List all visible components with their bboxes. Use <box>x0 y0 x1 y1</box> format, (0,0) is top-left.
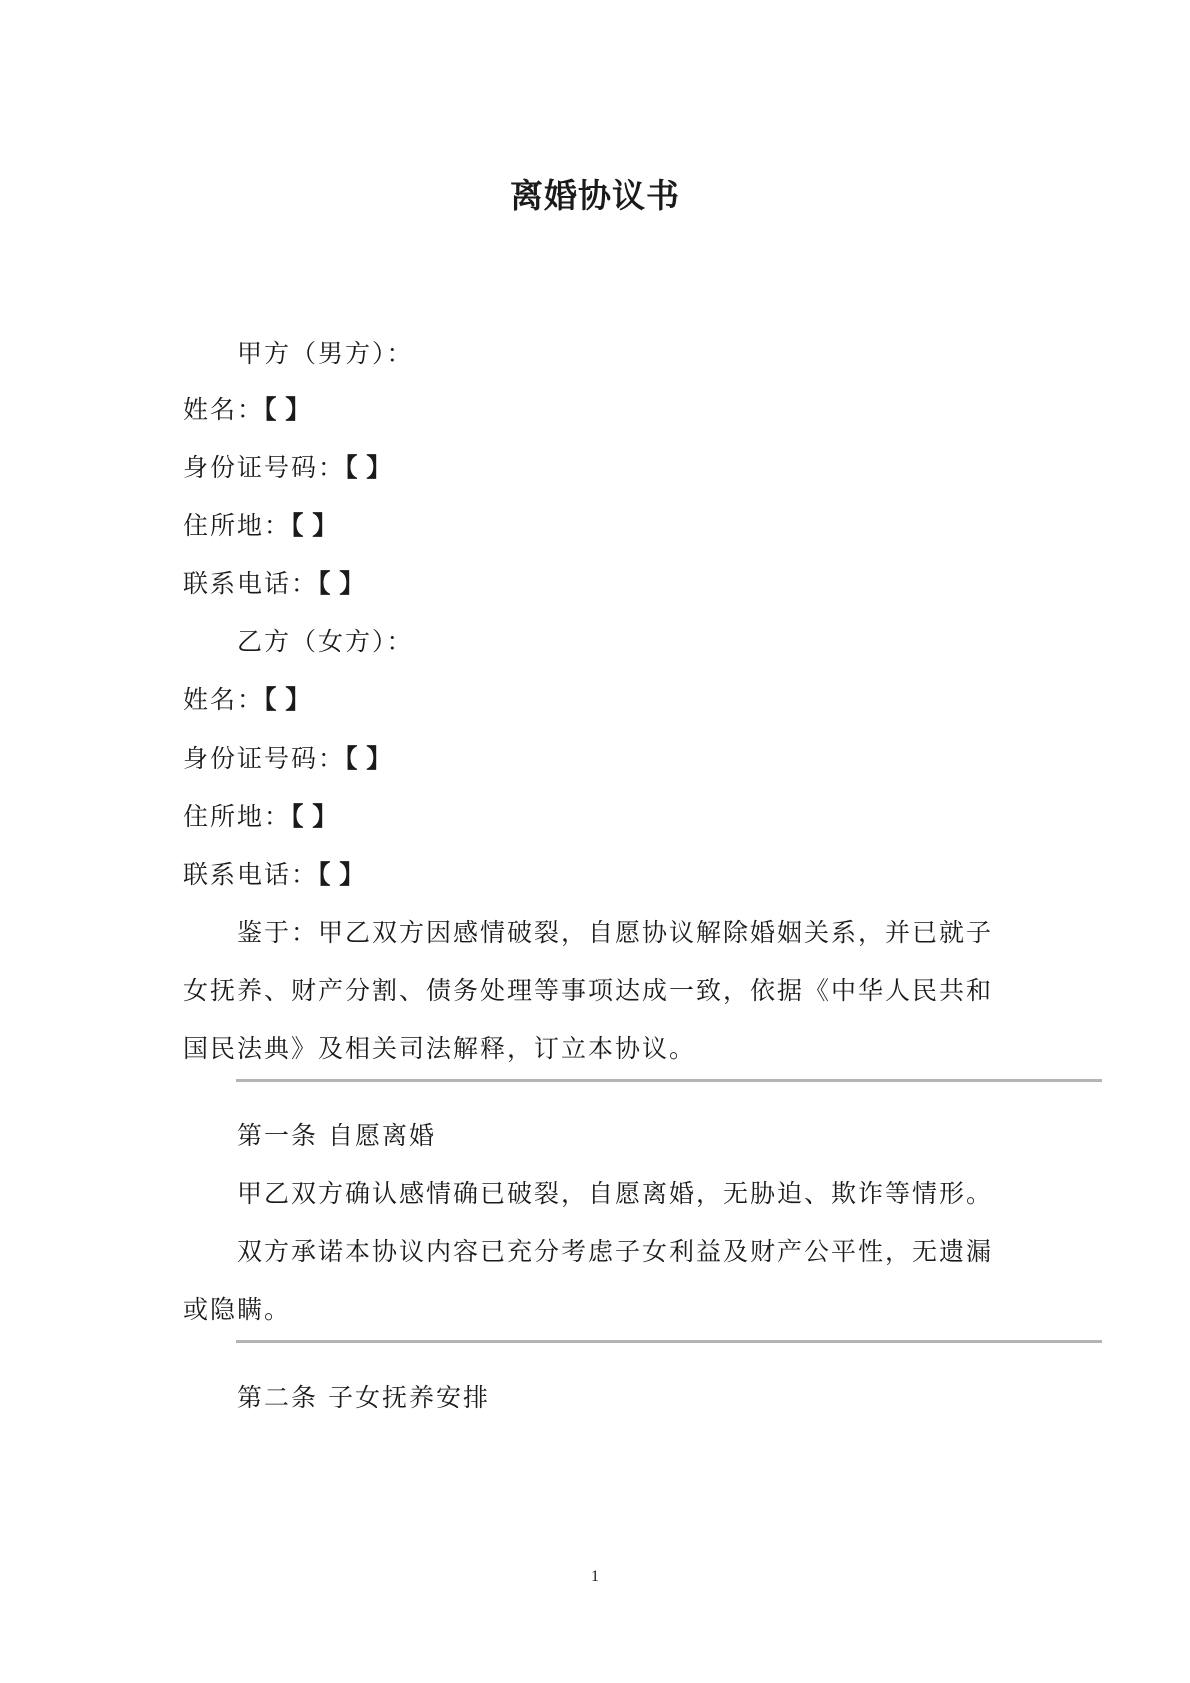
page-number: 1 <box>591 1568 599 1585</box>
article-1-line: 或隐瞒。 <box>183 1295 292 1324</box>
field-label: 住所地： <box>183 802 292 831</box>
party-a-heading: 甲方（男方）： <box>237 339 414 368</box>
field-value-blank: 【 】 <box>291 802 338 831</box>
party-b-id-field <box>183 741 391 777</box>
party-b-phone-field <box>183 857 364 893</box>
field-label: 联系电话： <box>183 860 319 889</box>
field-label: 姓名： <box>183 395 265 424</box>
party-a-address-field <box>183 508 337 544</box>
field-value-blank: 【 】 <box>291 511 338 540</box>
party-b-heading: 乙方（女方）： <box>237 627 414 656</box>
article-2-heading: 第二条 子女抚养安排 <box>237 1383 490 1412</box>
preamble-line: 女抚养、财产分割、债务处理等事项达成一致，依据《中华人民共和 <box>183 976 994 1005</box>
party-b-name-field <box>183 682 310 718</box>
party-a-id-field <box>183 450 391 486</box>
preamble-line: 国民法典》及相关司法解释，订立本协议。 <box>183 1034 697 1063</box>
field-label: 姓名： <box>183 685 265 714</box>
party-b-address-field <box>183 799 337 835</box>
section-divider <box>236 1079 1102 1082</box>
document-title: 离婚协议书 <box>510 176 680 215</box>
field-value-blank: 【 】 <box>264 395 311 424</box>
section-divider <box>236 1340 1102 1343</box>
field-label: 联系电话： <box>183 569 319 598</box>
party-a-name-field <box>183 392 310 428</box>
field-label: 身份证号码： <box>183 453 346 482</box>
party-a-phone-field <box>183 566 364 602</box>
field-value-blank: 【 】 <box>318 860 365 889</box>
article-1-line: 双方承诺本协议内容已充分考虑子女利益及财产公平性，无遗漏 <box>237 1237 994 1266</box>
field-value-blank: 【 】 <box>318 569 365 598</box>
preamble-line: 鉴于：甲乙双方因感情破裂，自愿协议解除婚姻关系，并已就子 <box>237 918 994 947</box>
article-1-heading: 第一条 自愿离婚 <box>237 1121 436 1150</box>
field-value-blank: 【 】 <box>345 453 392 482</box>
field-value-blank: 【 】 <box>345 744 392 773</box>
field-label: 身份证号码： <box>183 744 346 773</box>
field-label: 住所地： <box>183 511 292 540</box>
article-1-line: 甲乙双方确认感情确已破裂，自愿离婚，无胁迫、欺诈等情形。 <box>237 1179 994 1208</box>
field-value-blank: 【 】 <box>264 685 311 714</box>
